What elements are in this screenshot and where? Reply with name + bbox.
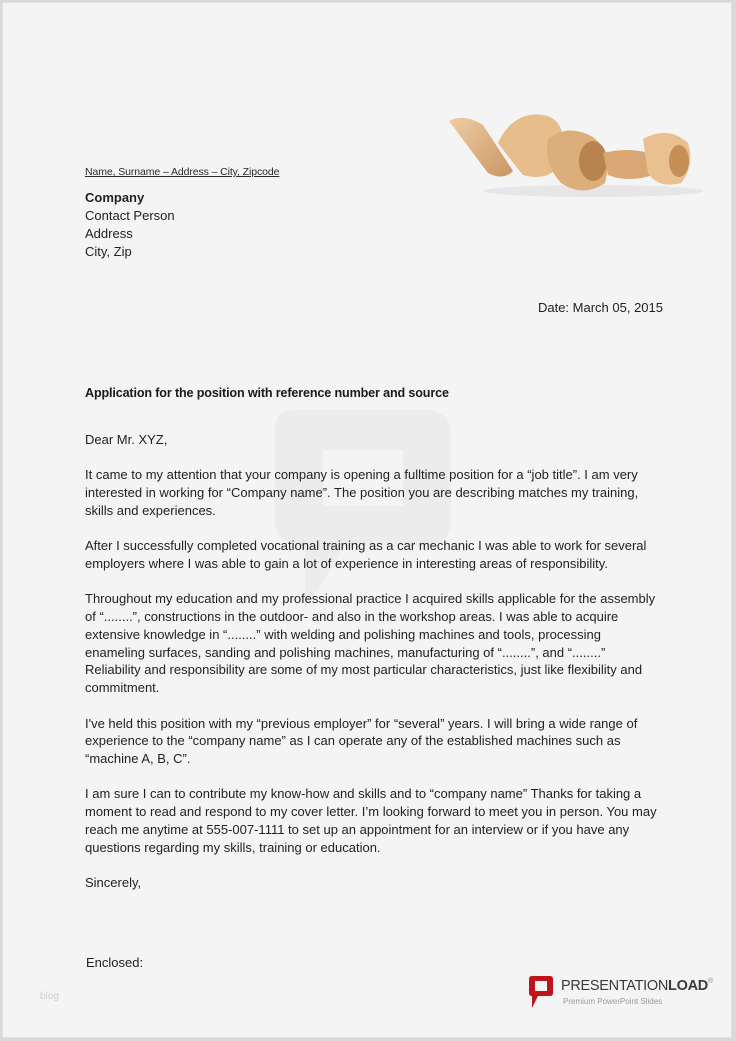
letter-body bbox=[85, 431, 663, 909]
recipient-contact: Contact Person bbox=[85, 208, 175, 223]
letter-page bbox=[2, 2, 732, 1038]
recipient-company: Company bbox=[85, 190, 145, 205]
salutation: Dear Mr. XYZ, bbox=[85, 432, 168, 447]
blog-watermark: blog bbox=[40, 991, 59, 1002]
body-paragraph: I've held this position with my “previous employer” for “several” years. I will bring a wide range of experience to the “company name” as I can operate any of the established machines such as “machine A, B, C”. bbox=[85, 715, 638, 767]
brand-tagline: Premium PowerPoint Slides bbox=[563, 997, 663, 1006]
recipient-city-zip: City, Zip bbox=[85, 244, 132, 259]
closing: Sincerely, bbox=[85, 875, 142, 891]
letter-subject: Application for the position with reference number and source bbox=[85, 386, 449, 400]
body-paragraph: I am sure I can to contribute my know-how and skills and to “company name” Thanks for taking a moment to read and respond to my cover letter. I’m looking forward to meet you in person. You may reach me anytime at 555-007-1111 to set up an appointment for an interview or if you have any questions regarding my skills, training or education. bbox=[85, 786, 657, 855]
body-paragraph: It came to my attention that your company is opening a fulltime position for a “job title”. I am very interested in working for “Company name”. The position you are describing matches my training, skills and experiences. bbox=[85, 467, 639, 518]
presentationload-brand bbox=[529, 976, 714, 1012]
body-paragraph: After I successfully completed vocational training as a car mechanic I was able to work for several employers where I was able to gain a lot of experience in interesting areas of responsibility. bbox=[85, 538, 647, 571]
presentationload-p-logo-icon bbox=[529, 976, 553, 1008]
letter-date: Date: March 05, 2015 bbox=[537, 300, 663, 315]
enclosed-label: Enclosed: bbox=[86, 955, 144, 970]
recipient-block bbox=[85, 189, 175, 261]
body-paragraph: Throughout my education and my professional practice I acquired skills applicable for the assembly of “........”, constructions in the outdoor- and also in the workshop areas. I was able to acquire extensive knowledge in “........” with welding and polishing machines and tools, processing enameling surfaces, sanding and polishing machines, manufacturing of “........”, and “........” Reliability and responsibility are some of my most particular characteristics, just like flexibility and commitment. bbox=[85, 591, 656, 696]
brand-name: PRESENTATIONLOAD® bbox=[561, 978, 713, 994]
wood-shavings-image bbox=[443, 103, 703, 203]
sender-address-line: Name, Surname – Address – City, Zipcode bbox=[85, 166, 280, 178]
recipient-address: Address bbox=[85, 226, 133, 241]
